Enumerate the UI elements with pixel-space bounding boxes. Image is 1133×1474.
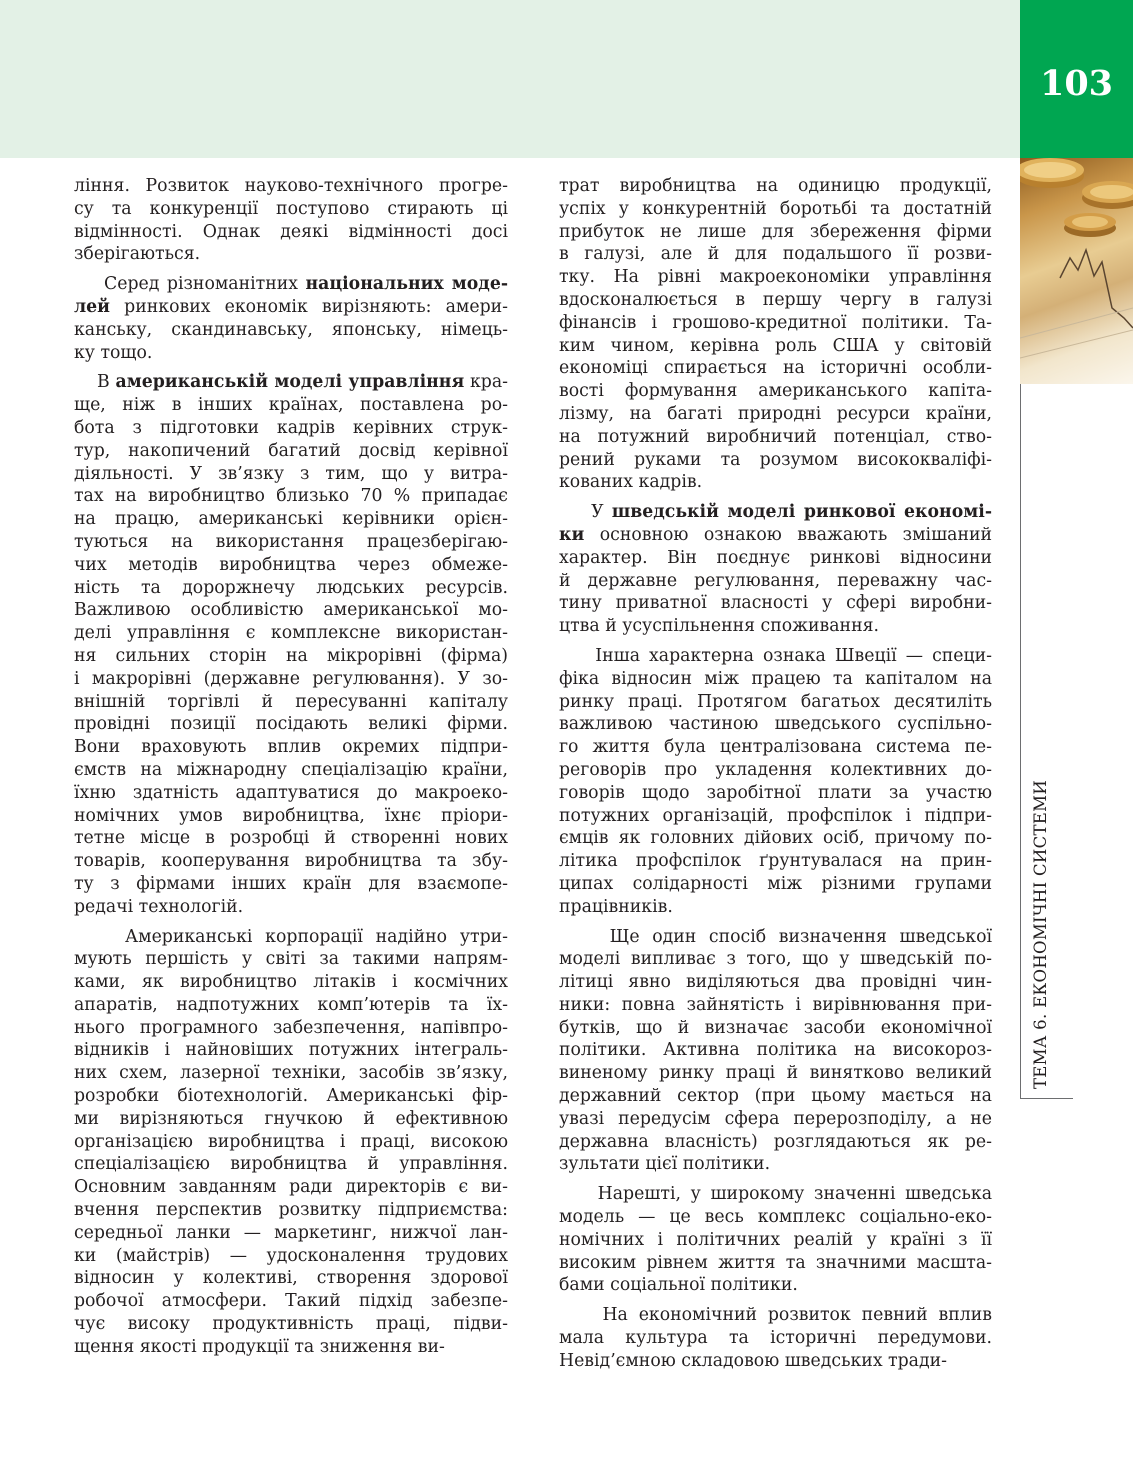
text-segment: вдосконалюється в першу чергу в галузі bbox=[559, 289, 992, 310]
text-segment: Інша характерна ознака Швеції — специ- bbox=[559, 645, 992, 666]
text-segment: ня сильних сторін на мікрорівні (фірма) bbox=[74, 645, 508, 666]
text-segment: ким чином, керівна роль США у світовій bbox=[559, 335, 992, 356]
text-line bbox=[559, 896, 992, 919]
text-segment: ми вирізняються гнучкою й ефективною bbox=[74, 1108, 508, 1129]
text-segment: бами соціальної політики. bbox=[559, 1275, 798, 1296]
text-line bbox=[74, 440, 508, 463]
text-segment: Основним завданням ради директорів є ви- bbox=[74, 1177, 508, 1198]
text-segment: виненому ринку праці й винятково великий bbox=[559, 1063, 992, 1084]
text-line bbox=[74, 485, 508, 508]
text-line bbox=[559, 1206, 992, 1229]
text-line bbox=[74, 782, 508, 805]
text-line bbox=[74, 1290, 508, 1313]
text-segment: туються на використання працезберігаю- bbox=[74, 531, 508, 552]
text-line bbox=[559, 266, 992, 289]
text-segment: товарів, кооперування виробництва та збу- bbox=[74, 851, 508, 872]
bold-term: шведській моделі ринкової економі- bbox=[611, 502, 992, 523]
text-line bbox=[559, 759, 992, 782]
text-line bbox=[559, 926, 992, 949]
text-line bbox=[559, 1039, 992, 1062]
text-segment: Американські корпорації надійно утри- bbox=[74, 926, 508, 947]
text-line bbox=[74, 243, 508, 266]
text-segment: основною ознакою вважають змішаний bbox=[584, 524, 992, 545]
text-line bbox=[559, 380, 992, 403]
text-line bbox=[559, 713, 992, 736]
text-line bbox=[74, 896, 508, 919]
text-line bbox=[74, 622, 508, 645]
text-line bbox=[559, 873, 992, 896]
text-segment: важливою частиною шведського суспільно- bbox=[559, 714, 992, 735]
text-segment: фінансів і грошово-кредитної політики. Та- bbox=[559, 312, 992, 333]
side-rule-tick bbox=[1020, 1098, 1073, 1099]
text-segment: тур, накопичений багатий досвід керівної bbox=[74, 440, 508, 461]
text-segment: ками, як виробництво літаків і космічних bbox=[74, 972, 508, 993]
text-segment: ку тощо. bbox=[74, 342, 153, 363]
text-line bbox=[559, 403, 992, 426]
text-segment: них схем, лазерної техніки, засобів зв’язку, bbox=[74, 1063, 508, 1084]
text-line bbox=[559, 570, 992, 593]
text-line bbox=[74, 736, 508, 759]
text-segment: діяльності. У зв’язку з тим, що у витра- bbox=[74, 463, 508, 484]
text-segment: Вони враховують вплив окремих підпри- bbox=[74, 737, 508, 758]
text-segment: ємців як головних дійових осіб, причому по- bbox=[559, 828, 992, 849]
text-line bbox=[74, 221, 508, 244]
text-line bbox=[74, 873, 508, 896]
text-segment: чує високу продуктивність праці, підви- bbox=[74, 1314, 508, 1335]
text-segment: вості формування американського капіта- bbox=[559, 381, 992, 402]
text-segment: номічних умов виробництва, їхнє пріори- bbox=[74, 805, 508, 826]
text-segment: економіці спирається на історичні особли- bbox=[559, 358, 992, 379]
text-segment: на працю, американські керівники орієн- bbox=[74, 509, 508, 530]
text-line bbox=[559, 1183, 992, 1206]
text-segment: Ще один спосіб визначення шведської bbox=[559, 926, 992, 947]
text-segment: номічних і політичних реалій у країні з її bbox=[559, 1229, 992, 1250]
text-line bbox=[559, 312, 992, 335]
text-segment: увазі передусім сфера перерозподілу, а не bbox=[559, 1108, 992, 1129]
text-segment: зберігаються. bbox=[74, 244, 201, 265]
text-segment: редачі технологій. bbox=[74, 896, 244, 917]
text-segment: державний сектор (при цьому мається на bbox=[559, 1086, 992, 1107]
text-line bbox=[559, 850, 992, 873]
text-line bbox=[74, 531, 508, 554]
text-segment: розробки біотехнологій. Американські фір- bbox=[74, 1086, 508, 1107]
text-line bbox=[74, 273, 508, 296]
text-line bbox=[74, 175, 508, 198]
text-segment: державна власність) розглядаються як ре- bbox=[559, 1131, 992, 1152]
text-segment: потужних організацій, профспілок і підпри- bbox=[559, 805, 992, 826]
text-line bbox=[559, 524, 992, 547]
text-line bbox=[559, 1062, 992, 1085]
text-segment: ту з фірмами інших країн для взаємопе- bbox=[74, 873, 508, 894]
text-segment: провідні позиції посідають великі фірми. bbox=[74, 714, 508, 735]
text-line bbox=[74, 1039, 508, 1062]
text-line bbox=[559, 827, 992, 850]
text-segment: ринку праці. Протягом багатьох десятиліть bbox=[559, 691, 992, 712]
text-line bbox=[74, 994, 508, 1017]
bold-term: національних моде- bbox=[305, 274, 508, 295]
text-line bbox=[74, 1062, 508, 1085]
text-line bbox=[74, 1267, 508, 1290]
text-segment: чих методів виробництва через обмеже- bbox=[74, 554, 508, 575]
text-line bbox=[559, 645, 992, 668]
text-line bbox=[74, 1222, 508, 1245]
text-segment: зультати цієї політики. bbox=[559, 1154, 771, 1175]
text-segment: характер. Він поєднує ринкові відносини bbox=[559, 547, 992, 568]
text-line bbox=[74, 1131, 508, 1154]
text-segment: модель — це весь комплекс соціально-еко- bbox=[559, 1207, 992, 1228]
text-segment: тку. На рівні макроекономіки управління bbox=[559, 267, 992, 288]
text-segment: прибуток не лише для збереження фірми bbox=[559, 221, 992, 242]
text-segment: кованих кадрів. bbox=[559, 472, 703, 493]
text-line bbox=[559, 547, 992, 570]
text-segment: ємств на міжнародну спеціалізацію країни, bbox=[74, 759, 508, 780]
text-line bbox=[559, 471, 992, 494]
text-segment: тетне місце в розробці й створенні нових bbox=[74, 828, 508, 849]
text-segment: і макрорівні (державне регулювання). У зо- bbox=[74, 668, 508, 689]
text-line bbox=[74, 805, 508, 828]
text-line bbox=[74, 1108, 508, 1131]
text-line bbox=[74, 1176, 508, 1199]
text-line bbox=[74, 668, 508, 691]
text-segment: лізму, на багаті природні ресурси країни, bbox=[559, 403, 992, 424]
text-segment: бота з підготовки кадрів керівних струк- bbox=[74, 417, 508, 438]
text-line bbox=[559, 691, 992, 714]
text-line bbox=[559, 1327, 992, 1350]
section-side-label: ТЕМА 6. ЕКОНОМІЧНІ СИСТЕМИ bbox=[1031, 779, 1050, 1089]
text-segment: й державне регулювання, переважну час- bbox=[559, 570, 992, 591]
text-line bbox=[559, 175, 992, 198]
text-line bbox=[74, 1017, 508, 1040]
text-line bbox=[559, 1153, 992, 1176]
text-segment: моделі випливає з того, що у шведській по- bbox=[559, 949, 992, 970]
text-line bbox=[74, 827, 508, 850]
text-line bbox=[559, 1131, 992, 1154]
text-line bbox=[559, 592, 992, 615]
text-segment: відників і найновіших потужних інтеграль- bbox=[74, 1040, 508, 1061]
text-segment: на потужний виробничий потенціал, ство- bbox=[559, 426, 992, 447]
text-line bbox=[559, 1108, 992, 1131]
text-segment: ринкових економік вирізняють: амери- bbox=[110, 296, 508, 317]
bold-term: ки bbox=[559, 524, 585, 545]
text-segment: трат виробництва на одиницю продукції, bbox=[559, 176, 992, 196]
text-segment: їхню здатність адаптуватися до макроеко- bbox=[74, 782, 508, 803]
text-segment: ще, ніж в інших країнах, поставлена ро- bbox=[74, 395, 508, 416]
text-line bbox=[559, 1304, 992, 1327]
text-line bbox=[74, 759, 508, 782]
text-line bbox=[559, 198, 992, 221]
text-segment: літиці явно виділяються два провідні чин- bbox=[559, 972, 992, 993]
text-segment: тах на виробництво близько 70 % припадає bbox=[74, 486, 508, 507]
text-column-left bbox=[74, 175, 508, 1359]
coins-image bbox=[1020, 158, 1133, 384]
text-line bbox=[74, 850, 508, 873]
text-line bbox=[559, 1017, 992, 1040]
text-line bbox=[74, 371, 508, 394]
text-line bbox=[559, 289, 992, 312]
text-line bbox=[559, 1229, 992, 1252]
text-line bbox=[74, 1153, 508, 1176]
text-line bbox=[559, 1252, 992, 1275]
text-line bbox=[74, 198, 508, 221]
text-line bbox=[559, 501, 992, 524]
text-segment: відмінності. Однак деякі відмінності досі bbox=[74, 221, 508, 242]
text-segment: політики. Активна політика на високороз- bbox=[559, 1040, 992, 1061]
text-line bbox=[74, 394, 508, 417]
text-line bbox=[74, 554, 508, 577]
text-segment: Серед різноманітних bbox=[74, 274, 306, 295]
text-segment: го життя була централізована система пе- bbox=[559, 737, 992, 758]
text-line bbox=[74, 508, 508, 531]
text-segment: ники: повна зайнятість і вирівнювання при- bbox=[559, 994, 992, 1015]
text-line bbox=[74, 1336, 508, 1359]
text-segment: рений руками та розумом висококваліфі- bbox=[559, 449, 992, 470]
text-line bbox=[559, 948, 992, 971]
text-segment: На економічний розвиток певний вплив bbox=[559, 1305, 992, 1326]
text-segment: нього програмного забезпечення, напівпро- bbox=[74, 1017, 508, 1038]
text-line bbox=[559, 449, 992, 472]
text-line bbox=[559, 426, 992, 449]
text-line bbox=[74, 342, 508, 365]
text-line bbox=[559, 335, 992, 358]
text-segment: середньої ланки — маркетинг, нижчої лан- bbox=[74, 1222, 508, 1243]
text-line bbox=[74, 1245, 508, 1268]
text-segment: організацією виробництва і праці, високою bbox=[74, 1131, 508, 1152]
text-segment: Невід’ємною складовою шведських тради- bbox=[559, 1350, 947, 1371]
text-segment: мують першість у світі за такими напрям- bbox=[74, 949, 508, 970]
text-line bbox=[74, 948, 508, 971]
text-segment: цтва й усуспільнення споживання. bbox=[559, 616, 879, 637]
text-segment: відносин у колективі, створення здорової bbox=[74, 1268, 508, 1289]
text-segment: вчення перспектив розвитку підприємства: bbox=[74, 1200, 508, 1221]
text-line bbox=[74, 296, 508, 319]
text-segment: літика профспілок ґрунтувалася на прин- bbox=[559, 851, 992, 872]
text-line bbox=[74, 645, 508, 668]
text-line bbox=[559, 221, 992, 244]
text-segment: в галузі, але й для подальшого її розви- bbox=[559, 244, 992, 265]
text-segment: робочої атмосфери. Такий підхід забезпе- bbox=[74, 1291, 508, 1312]
text-segment: ципах солідарності між різними групами bbox=[559, 873, 992, 894]
page-number: 103 bbox=[1039, 63, 1114, 104]
text-segment: апаратів, надпотужних комп’ютерів та їх- bbox=[74, 994, 508, 1015]
text-line bbox=[74, 713, 508, 736]
text-line bbox=[559, 736, 992, 759]
text-segment: говорів щодо заробітної плати за участю bbox=[559, 782, 992, 803]
text-line bbox=[74, 926, 508, 949]
text-segment: спеціалізацією виробництва й управління. bbox=[74, 1154, 508, 1175]
text-line bbox=[559, 971, 992, 994]
text-line bbox=[74, 577, 508, 600]
text-segment: В bbox=[74, 372, 116, 393]
text-segment: фіка відносин між працею та капіталом на bbox=[559, 668, 992, 689]
text-segment: канську, скандинавську, японську, німець- bbox=[74, 319, 508, 340]
text-line bbox=[74, 463, 508, 486]
bold-term: американській моделі управління bbox=[115, 372, 465, 393]
side-rule bbox=[1020, 384, 1021, 1099]
text-line bbox=[74, 1313, 508, 1336]
text-line bbox=[559, 805, 992, 828]
text-segment: ки (майстрів) — удосконалення трудових bbox=[74, 1245, 508, 1266]
text-segment: ління. Розвиток науково-технічного прогре- bbox=[74, 176, 508, 196]
text-line bbox=[559, 357, 992, 380]
text-segment: Нарешті, у широкому значенні шведська bbox=[559, 1184, 992, 1205]
text-line bbox=[559, 782, 992, 805]
text-line bbox=[74, 971, 508, 994]
text-line bbox=[74, 417, 508, 440]
text-line bbox=[559, 994, 992, 1017]
text-line bbox=[74, 1085, 508, 1108]
text-segment: високим рівнем життя та значними масшта- bbox=[559, 1252, 992, 1273]
text-line bbox=[559, 1274, 992, 1297]
text-segment: су та конкуренції поступово стирають ці bbox=[74, 198, 508, 219]
text-segment: працівників. bbox=[559, 896, 673, 917]
text-segment: ність та дороржнечу людських ресурсів. bbox=[74, 577, 508, 598]
text-segment: щення якості продукції та зниження ви- bbox=[74, 1336, 445, 1357]
text-segment: успіх у конкурентній боротьбі та достатній bbox=[559, 198, 992, 219]
header-band bbox=[0, 0, 1020, 158]
text-line bbox=[559, 615, 992, 638]
text-segment: мала культура та історичні передумови. bbox=[559, 1328, 992, 1349]
text-line bbox=[559, 243, 992, 266]
text-line bbox=[74, 691, 508, 714]
text-segment: кра- bbox=[464, 372, 508, 393]
text-line bbox=[559, 1350, 992, 1373]
text-segment: делі управління є комплексне використан- bbox=[74, 623, 508, 644]
text-column-right bbox=[559, 175, 992, 1373]
text-line bbox=[559, 668, 992, 691]
text-line bbox=[74, 599, 508, 622]
text-segment: внішній торгівлі й пересуванні капіталу bbox=[74, 691, 508, 712]
text-segment: Важливою особливістю американської мо- bbox=[74, 600, 508, 621]
text-segment: У bbox=[559, 502, 612, 523]
text-line bbox=[559, 1085, 992, 1108]
text-segment: реговорів про укладення колективних до- bbox=[559, 759, 992, 780]
text-segment: бутків, що й визначає засоби економічної bbox=[559, 1017, 992, 1038]
text-line bbox=[74, 319, 508, 342]
bold-term: лей bbox=[74, 296, 110, 317]
text-segment: тину приватної власності у сфері виробни- bbox=[559, 593, 992, 614]
text-line bbox=[74, 1199, 508, 1222]
